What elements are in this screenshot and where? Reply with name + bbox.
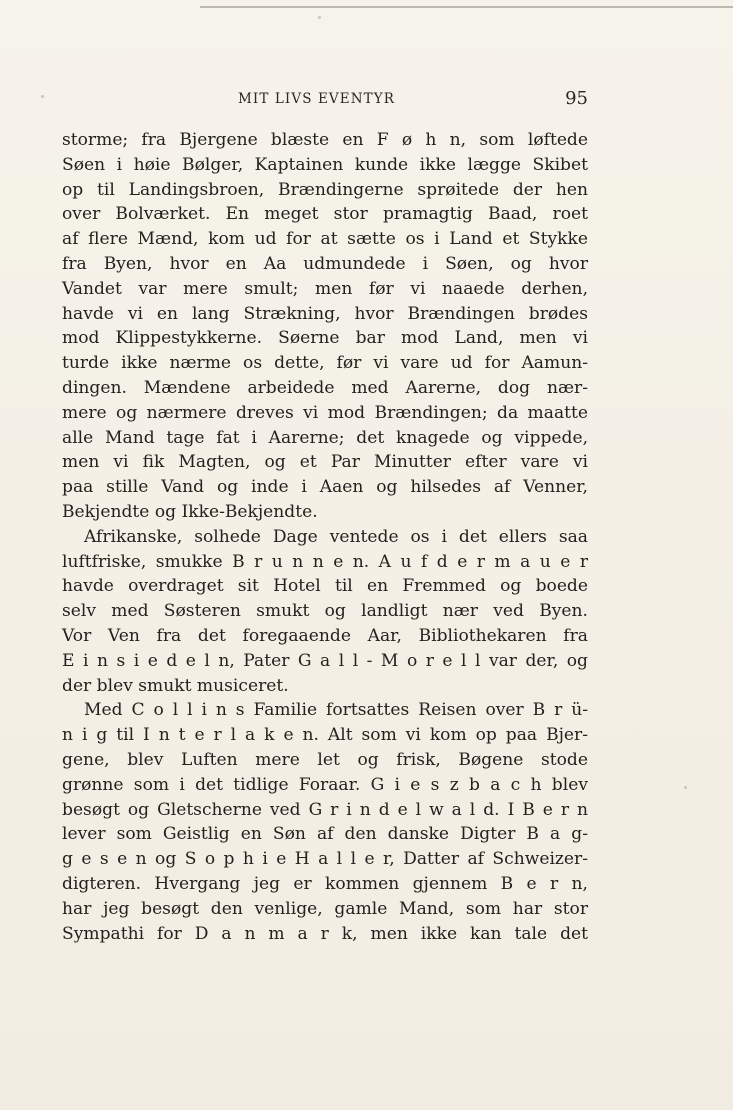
paper-speck <box>41 95 44 98</box>
text-line: men vi fik Magten, og et Par Minutter efter vare vi <box>62 452 588 473</box>
text-line: turde ikke nærme os dette, før vi vare ud for Aamun- <box>62 353 588 374</box>
text-line: Søen i høie Bølger, Kaptainen kunde ikke lægge Skibet <box>62 154 588 175</box>
scan-edge-line <box>200 6 733 8</box>
text-line: dingen. Mændene arbeidede med Aarerne, dog nær- <box>62 377 588 398</box>
text-line: havde overdraget sit Hotel til en Fremmed og boede <box>62 576 588 597</box>
text-line: selv med Søsteren smukt og landligt nær ved Byen. <box>62 601 588 622</box>
text-line: g e s e n og S o p h i e H a l l e r, Datter af Schweizer- <box>62 849 588 870</box>
text-line: Afrikanske, solhede Dage ventede os i det ellers saa <box>84 526 588 547</box>
text-line: har jeg besøgt den venlige, gamle Mand, som har stor <box>62 898 588 919</box>
text-line: alle Mand tage fat i Aarerne; det knagede og vippede, <box>62 427 588 448</box>
text-line: digteren. Hvergang jeg er kommen gjennem B e r n, <box>62 873 588 894</box>
text-line: paa stille Vand og inde i Aaen og hilsedes af Venner, <box>62 477 588 498</box>
paper-speck <box>684 786 687 789</box>
text-line: lever som Geistlig en Søn af den danske Digter B a g- <box>62 824 588 845</box>
text-line: besøgt og Gletscherne ved G r i n d e l w a l d. I B e r n <box>62 799 588 820</box>
body-text <box>62 128 588 946</box>
text-line: Vandet var mere smult; men før vi naaede derhen, <box>62 278 588 299</box>
running-title: MIT LIVS EVENTYR <box>238 91 395 107</box>
text-line: gene, blev Luften mere let og frisk, Bøgene stode <box>62 749 588 770</box>
text-line: storme; fra Bjergene blæste en F ø h n, som løftede <box>62 130 588 150</box>
running-header <box>62 88 588 114</box>
text-line: fra Byen, hvor en Aa udmundede i Søen, og hvor <box>62 253 588 274</box>
page-number: 95 <box>565 88 588 109</box>
text-line: over Bolværket. En meget stor pramagtig Baad, roet <box>62 204 588 225</box>
text-line: mod Klippestykkerne. Søerne bar mod Land, men vi <box>62 328 588 349</box>
text-line: op til Landingsbroen, Brændingerne sprøitede der hen <box>62 179 588 200</box>
text-line: havde vi en lang Strækning, hvor Brændingen brødes <box>62 303 588 324</box>
text-line: E i n s i e d e l n, Pater G a l l - M o r e l l var der, og <box>62 650 588 671</box>
text-line: n i g til I n t e r l a k e n. Alt som vi kom op paa Bjer- <box>62 725 588 746</box>
text-line: grønne som i det tidlige Foraar. G i e s z b a c h blev <box>62 774 588 795</box>
paper-speck <box>318 16 321 19</box>
text-line: mere og nærmere dreves vi mod Brændingen; da maatte <box>62 402 588 423</box>
text-line: der blev smukt musiceret. <box>62 675 289 696</box>
text-line: af flere Mænd, kom ud for at sætte os i Land et Stykke <box>62 229 588 250</box>
text-line: Sympathi for D a n m a r k, men ikke kan tale det <box>62 923 588 944</box>
text-line: Med C o l l i n s Familie fortsattes Reisen over B r ü- <box>84 700 588 721</box>
text-line: Vor Ven fra det foregaaende Aar, Bibliothekaren fra <box>62 625 588 646</box>
text-line: luftfriske, smukke B r u n n e n. A u f d e r m a u e r <box>62 551 588 572</box>
text-line: Bekjendte og Ikke-Bekjendte. <box>62 501 318 522</box>
